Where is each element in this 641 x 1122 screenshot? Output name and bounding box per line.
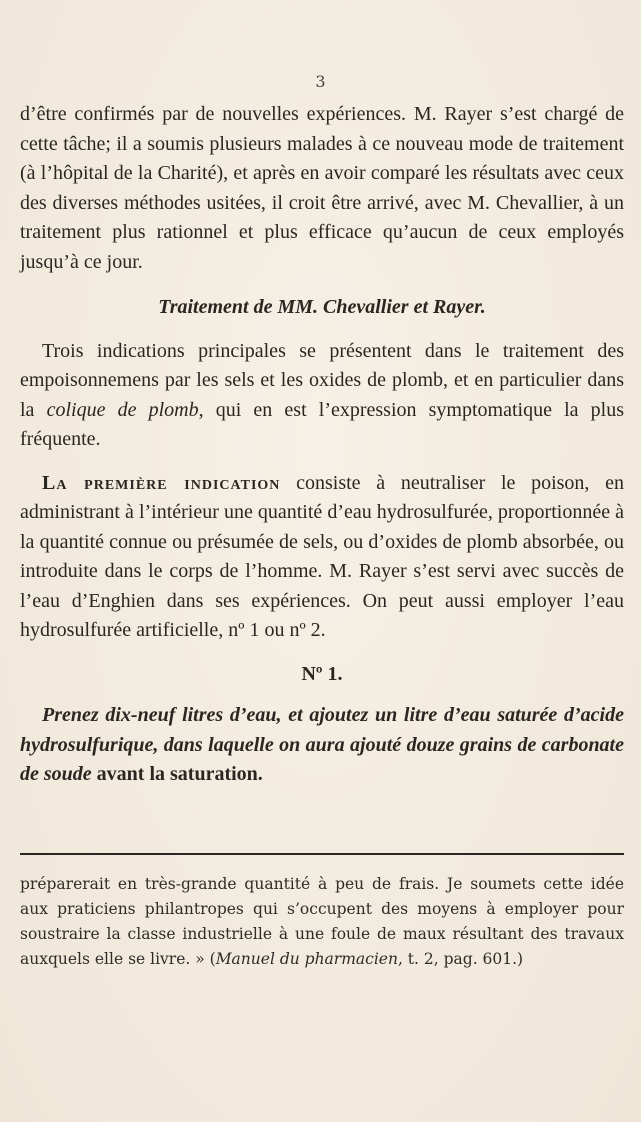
- paragraph-3-body: consiste à neutraliser le poison, en administrant à l’intérieur une quantité d’eau hydrosulfurée, proportionnée à la quantité connue ou présumée de sels, ou d’oxides de plomb absorbée, ou introduite dans le corps de l’homme. M. Rayer s’est servi avec succès de l’eau d’Enghien dans ses expériences. On peut aussi employer l’eau hydrosulfurée artificielle, nº 1 ou nº 2.: [20, 471, 625, 641]
- footnote-source: Manuel du pharmacien: [215, 950, 398, 968]
- paragraph-2-after: , qui en est l’expression symptomatique la plus fréquente.: [20, 398, 625, 450]
- page-number: 3: [315, 72, 326, 91]
- footnote-ref: , t. 2, pag. 601.): [397, 950, 524, 968]
- paragraph-2-emphasis: colique de plomb: [46, 398, 199, 421]
- section-heading: Traitement de MM. Chevallier et Rayer.: [158, 296, 486, 318]
- main-text: [20, 100, 624, 790]
- paragraph-2: [20, 337, 624, 455]
- paragraph-3-lead: La première indication: [42, 471, 281, 494]
- paragraph-2-before: Trois indications principales se présentent dans le traitement des empoisonnemens par les sels et les oxides de plomb, et en particulier dans la: [20, 339, 624, 421]
- recipe-body: Prenez dix-neuf litres d’eau, et ajoutez un litre d’eau saturée d’acide hydrosulfurique, dans laquelle on aura ajouté douze grains de carbonate de soude: [20, 704, 624, 785]
- paragraph-1: d’être confirmés par de nouvelles expériences. M. Rayer s’est chargé de cette tâche; il a soumis plusieurs malades à ce nouveau mode de traitement (à l’hôpital de la Charité), et après en avoir comparé les résultats avec ceux des diverses méthodes usitées, il croit être arrivé, avec M. Chevallier, à un traitement plus rationnel et plus efficace qu’aucun de ceux employés jusqu’à ce jour.: [20, 103, 624, 273]
- footnote: [20, 872, 624, 972]
- footnote-divider: [20, 853, 624, 855]
- paragraph-3: [20, 469, 624, 646]
- recipe-text: [20, 701, 624, 790]
- recipe-number: Nº 1.: [301, 662, 343, 685]
- footnote-text: préparerait en très-grande quantité à peu de frais. Je soumets cette idée aux praticiens philantropes qui s’occupent des moyens à employer pour soustraire la classe industrielle à une foule de maux résultant des travaux auxquels elle se livre. » (: [20, 875, 624, 968]
- recipe-tail: avant la saturation.: [91, 763, 263, 785]
